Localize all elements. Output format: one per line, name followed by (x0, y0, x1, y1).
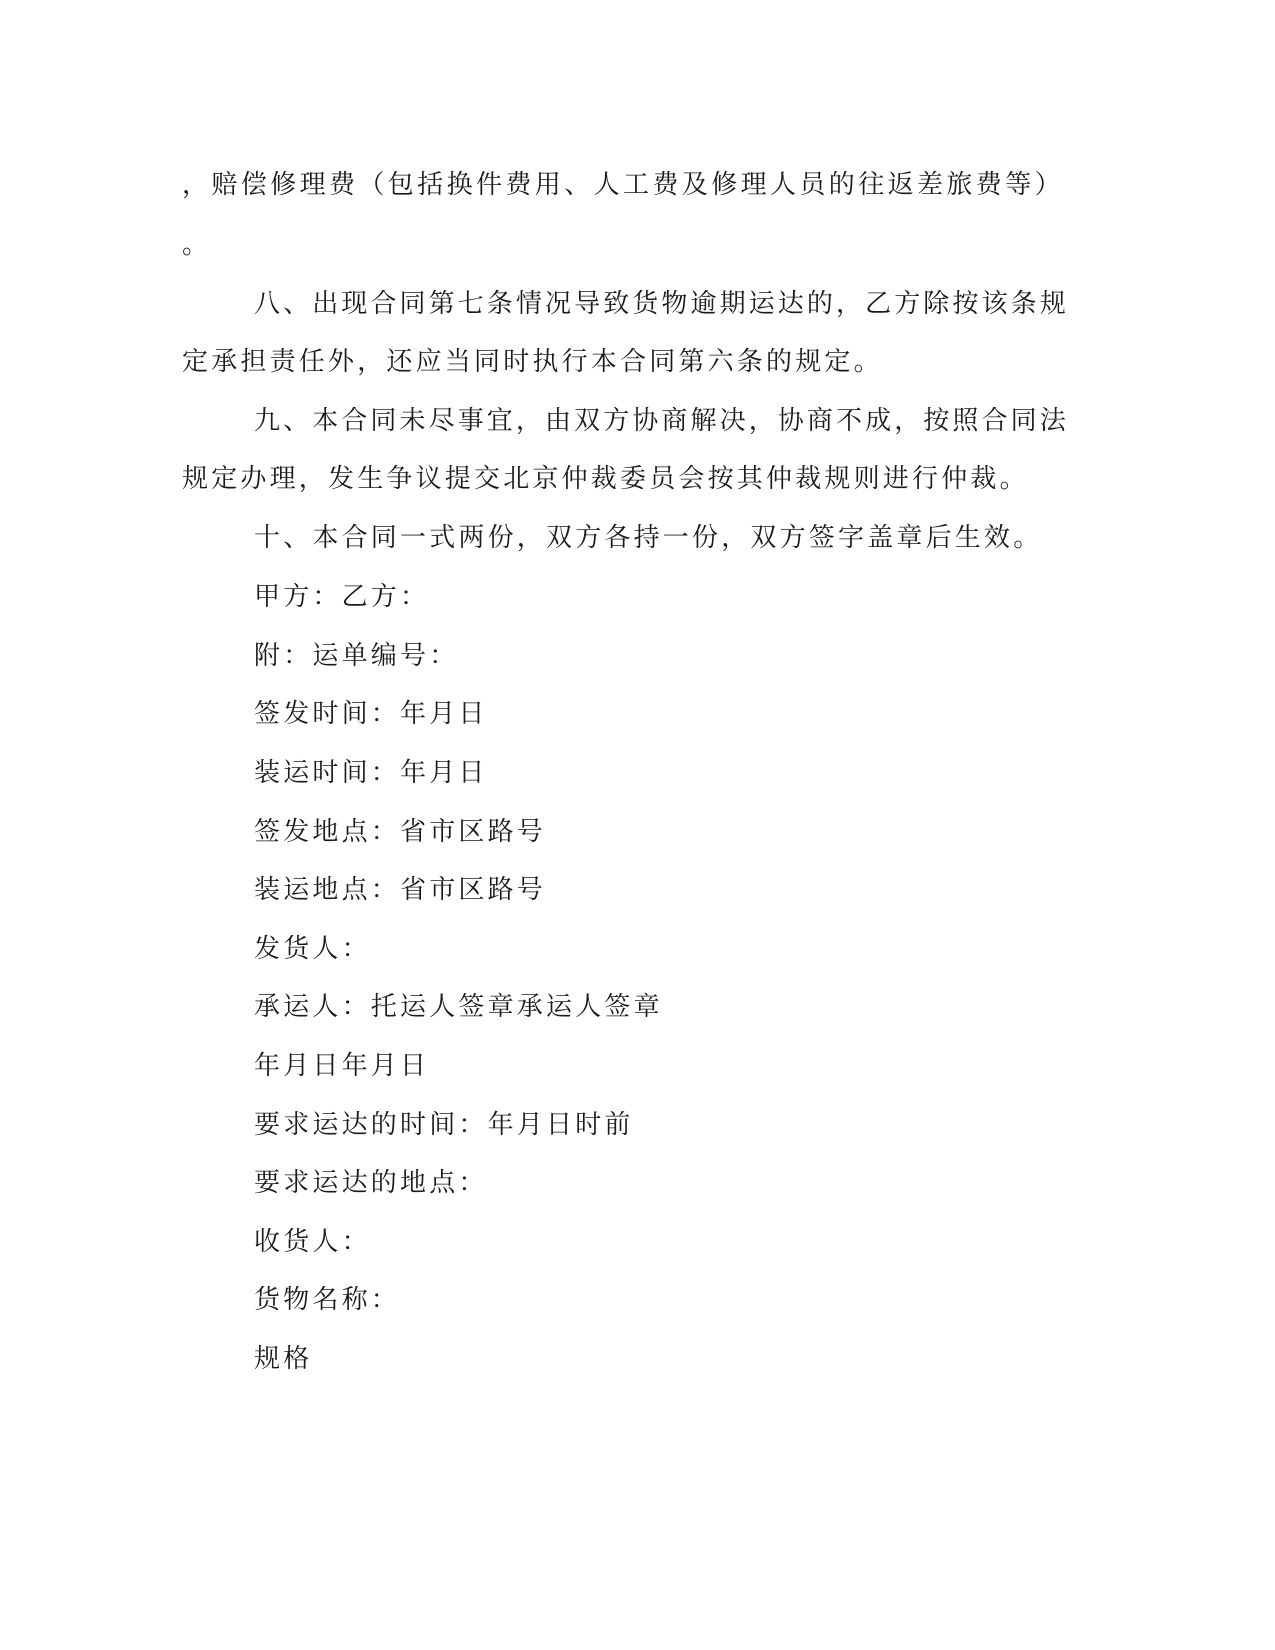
text-line-repair-cost: ，赔偿修理费（包括换件费用、人工费及修理人员的往返差旅费等） (182, 170, 1065, 200)
loading-location-field: 装运地点：省市区路号 (254, 875, 547, 905)
clause-8-line-2: 定承担责任外，还应当同时执行本合同第六条的规定。 (182, 347, 883, 377)
clause-9-line-1: 九、本合同未尽事宜，由双方协商解决，协商不成，按照合同法 (254, 406, 1069, 436)
loading-time-field: 装运时间：年月日 (254, 758, 488, 788)
clause-8-line-1: 八、出现合同第七条情况导致货物逾期运达的，乙方除按该条规 (254, 289, 1069, 319)
consignee-field: 收货人： (254, 1227, 371, 1257)
text-line-period: 。 (182, 230, 212, 260)
signature-dates-field: 年月日年月日 (254, 1051, 430, 1081)
required-delivery-time-field: 要求运达的时间：年月日时前 (254, 1110, 634, 1140)
specification-field: 规格 (254, 1344, 313, 1374)
party-a-party-b-field: 甲方：乙方： (254, 582, 430, 612)
issue-time-field: 签发时间：年月日 (254, 699, 488, 729)
clause-9-line-2: 规定办理，发生争议提交北京仲裁委员会按其仲裁规则进行仲裁。 (182, 464, 1029, 494)
clause-10: 十、本合同一式两份，双方各持一份，双方签字盖章后生效。 (254, 523, 1043, 553)
consignor-field: 发货人： (254, 934, 371, 964)
waybill-number-field: 附：运单编号： (254, 641, 459, 671)
issue-location-field: 签发地点：省市区路号 (254, 817, 547, 847)
goods-name-field: 货物名称： (254, 1285, 401, 1315)
required-delivery-place-field: 要求运达的地点： (254, 1168, 488, 1198)
carrier-signature-field: 承运人：托运人签章承运人签章 (254, 992, 663, 1022)
